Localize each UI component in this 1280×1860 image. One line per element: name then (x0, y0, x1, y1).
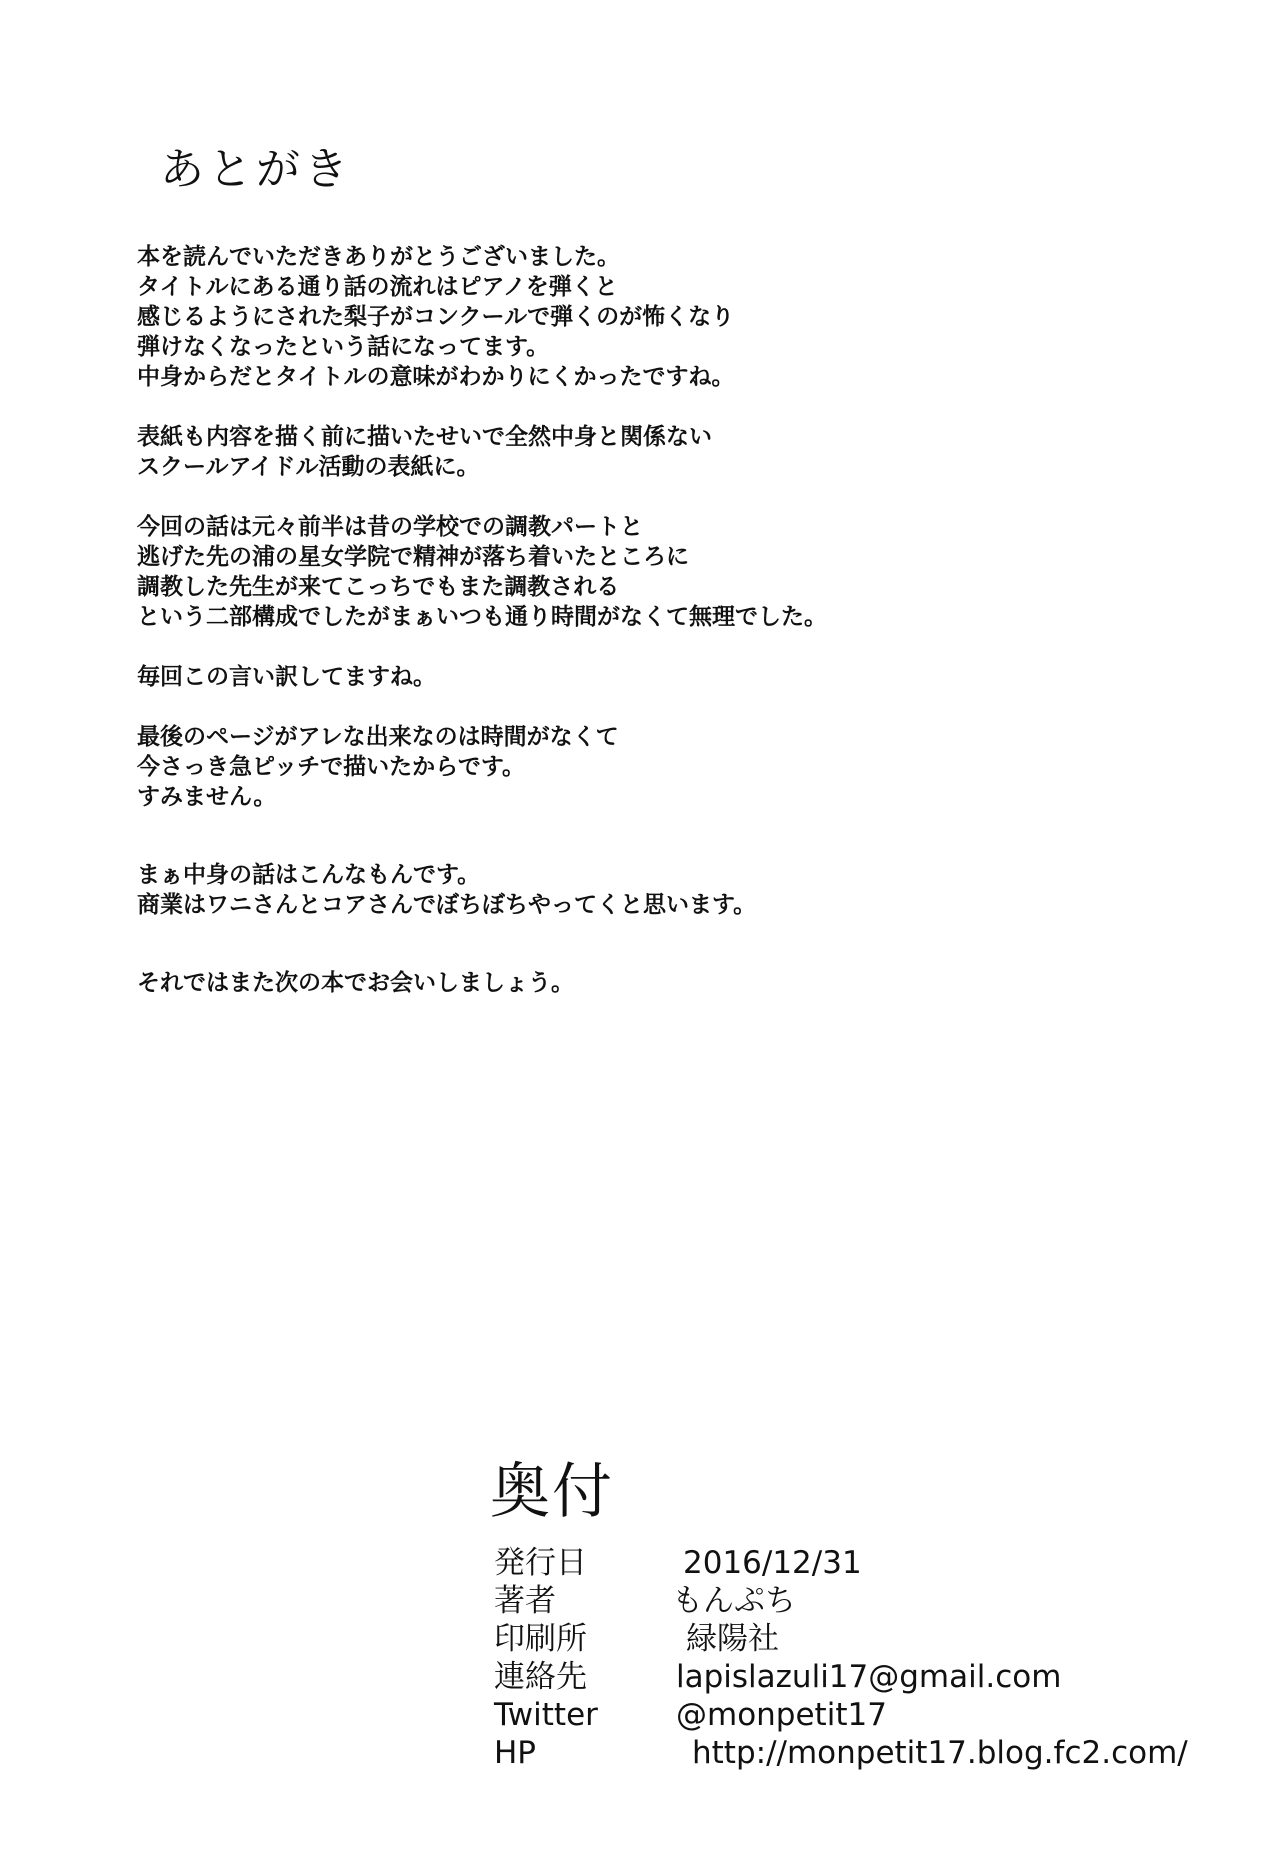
colophon-value: @monpetit17 (676, 1697, 887, 1733)
afterword-line: 感じるようにされた梨子がコンクールで弾くのが怖くなり (137, 304, 735, 330)
afterword-line: 弾けなくなったという話になってます。 (137, 334, 550, 360)
afterword-paragraph (137, 242, 1157, 392)
colophon-row-twitter (490, 1696, 1250, 1734)
colophon-row-publish-date (490, 1544, 1250, 1582)
afterword-line: スクールアイドル活動の表紙に。 (137, 454, 480, 480)
colophon-value: http://monpetit17.blog.fc2.com/ (692, 1735, 1188, 1771)
afterword-paragraph (137, 662, 1157, 692)
colophon-value: lapislazuli17@gmail.com (676, 1659, 1062, 1695)
colophon-label: Twitter (494, 1697, 598, 1733)
paragraph-gap (137, 392, 1157, 422)
colophon (490, 1457, 1250, 1772)
afterword-line: 本を読んでいただきありがとうございました。 (137, 244, 620, 270)
colophon-value: 2016/12/31 (683, 1545, 862, 1581)
afterword-line: まぁ中身の話はこんなもんです。 (137, 862, 481, 888)
colophon-value: 緑陽社 (686, 1621, 779, 1657)
afterword-line: すみません。 (137, 784, 277, 810)
afterword-body (137, 242, 1157, 998)
afterword-line: タイトルにある通り話の流れはピアノを弾くと (137, 274, 618, 300)
afterword-paragraph (137, 968, 1157, 998)
colophon-row-homepage (490, 1734, 1250, 1772)
paragraph-gap (137, 920, 1157, 968)
afterword-paragraph (137, 422, 1157, 482)
afterword-title: あとがき (160, 144, 352, 195)
colophon-label: 著者 (494, 1583, 556, 1619)
afterword-line: 毎回この言い訳してますね。 (137, 664, 436, 690)
colophon-value: もんぷち (672, 1583, 796, 1619)
afterword-line: 表紙も内容を描く前に描いたせいで全然中身と関係ない (137, 424, 712, 450)
afterword-line: 最後のページがアレな出来なのは時間がなくて (137, 724, 619, 750)
paragraph-gap (137, 632, 1157, 662)
colophon-title: 奥付 (490, 1457, 614, 1527)
colophon-label: 印刷所 (494, 1621, 587, 1657)
afterword-line: 調教した先生が来てこっちでもまた調教される (137, 574, 620, 600)
afterword-paragraph (137, 860, 1157, 920)
colophon-row-contact (490, 1658, 1250, 1696)
colophon-label: 連絡先 (494, 1659, 587, 1695)
colophon-label: 発行日 (494, 1545, 587, 1581)
afterword-line: それではまた次の本でお会いしましょう。 (137, 970, 574, 996)
colophon-row-printer (490, 1620, 1250, 1658)
afterword-line: 今回の話は元々前半は昔の学校での調教パートと (137, 514, 643, 540)
afterword-line: という二部構成でしたがまぁいつも通り時間がなくて無理でした。 (137, 604, 827, 630)
afterword-line: 逃げた先の浦の星女学院で精神が落ち着いたところに (137, 544, 689, 570)
paragraph-gap (137, 812, 1157, 860)
afterword-line: 商業はワニさんとコアさんでぼちぼちやってくと思います。 (137, 892, 757, 918)
colophon-label: HP (494, 1735, 537, 1771)
paragraph-gap (137, 482, 1157, 512)
afterword-line: 中身からだとタイトルの意味がわかりにくかったですね。 (137, 364, 735, 390)
paragraph-gap (137, 692, 1157, 722)
afterword-line: 今さっき急ピッチで描いたからです。 (137, 754, 526, 780)
colophon-row-author (490, 1582, 1250, 1620)
afterword-paragraph (137, 722, 1157, 812)
afterword-paragraph (137, 512, 1157, 632)
